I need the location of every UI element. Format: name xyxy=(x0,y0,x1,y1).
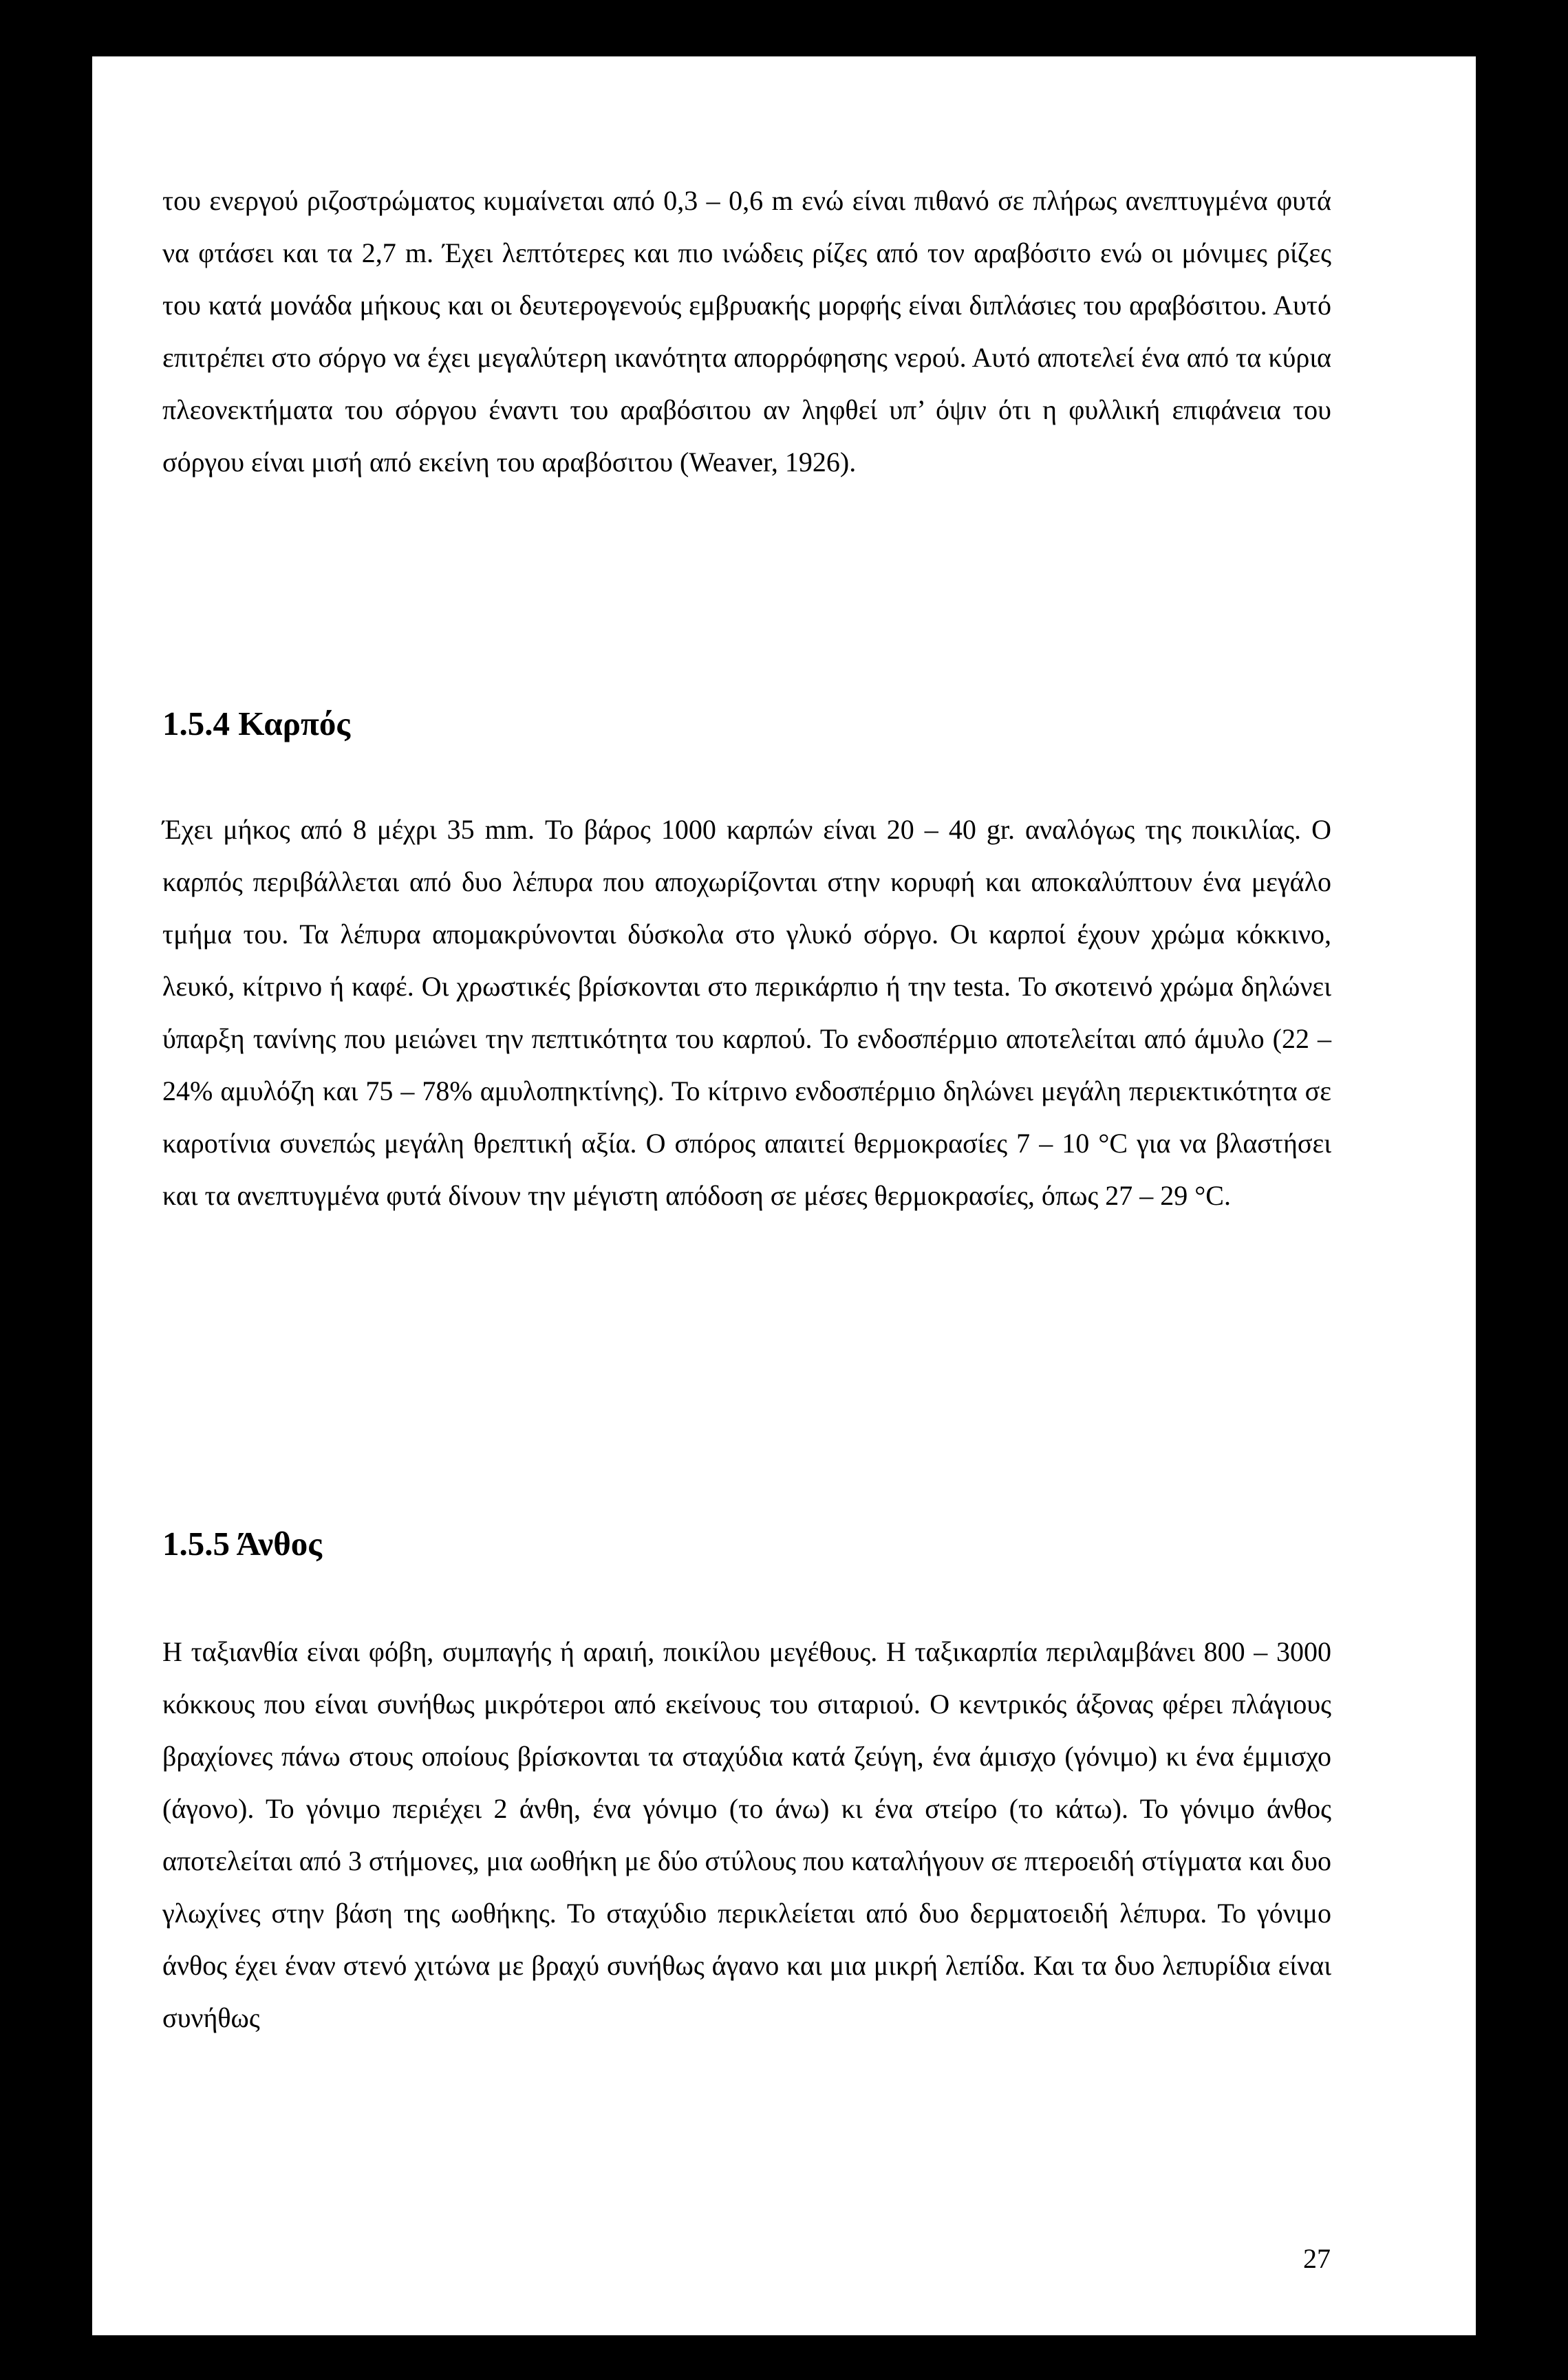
paragraph-fruit: Έχει μήκος από 8 μέχρι 35 mm. Το βάρος 1000 καρπών είναι 20 – 40 gr. αναλόγως της ποικιλίας. Ο καρπός περιβάλλεται από δυο λέπυρα που αποχωρίζονται στην κορυφή και αποκαλύπτουν ένα μεγάλο τμήμα του. Τα λέπυρα απομακρύνονται δύσκολα στο γλυκό σόργο. Οι καρποί έχουν χρώμα κόκκινο, λευκό, κίτρινο ή καφέ. Οι χρωστικές βρίσκονται στο περικάρπιο ή την testa. Το σκοτεινό χρώμα δηλώνει ύπαρξη τανίνης που μειώνει την πεπτικότητα του καρπού. Το ενδοσπέρμιο αποτελείται από άμυλο (22 – 24% αμυλόζη και 75 – 78% αμυλοπηκτίνης). Το κίτρινο ενδοσπέρμιο δηλώνει μεγάλη περιεκτικότητα σε καροτίνια συνεπώς μεγάλη θρεπτική αξία. Ο σπόρος απαιτεί θερμοκρασίες 7 – 10 °C για να βλαστήσει και τα ανεπτυγμένα φυτά δίνουν την μέγιστη απόδοση σε μέσες θερμοκρασίες, όπως 27 – 29 °C. xyxy=(162,814,1331,1211)
paragraph-flower: Η ταξιανθία είναι φόβη, συμπαγής ή αραιή, ποικίλου μεγέθους. Η ταξικαρπία περιλαμβάνει 800 – 3000 κόκκους που είναι συνήθως μικρότεροι από εκείνους του σιταριού. Ο κεντρικός άξονας φέρει πλάγιους βραχίονες πάνω στους οποίους βρίσκονται τα σταχύδια κατά ζεύγη, ένα άμισχο (γόνιμο) κι ένα έμμισχο (άγονο). Το γόνιμο περιέχει 2 άνθη, ένα γόνιμο (το άνω) κι ένα στείρο (το κάτω). Το γόνιμο άνθος αποτελείται από 3 στήμονες, μια ωοθήκη με δύο στύλους που καταλήγουν σε πτεροειδή στίγματα και δυο γλωχίνες στην βάση της ωοθήκης. Το σταχύδιο περικλείεται από δυο δερματοειδή λέπυρα. Το γόνιμο άνθος έχει έναν στενό χιτώνα με βραχύ συνήθως άγανο και μια μικρή λεπίδα. Και τα δυο λεπυρίδια είναι συνήθως xyxy=(162,1636,1331,2033)
page-number: 27 xyxy=(1303,2243,1331,2274)
section-heading-flower: 1.5.5 Άνθος xyxy=(162,1525,322,1563)
document-page xyxy=(92,56,1476,2335)
paragraph-root-system: του ενεργού ριζοστρώματος κυμαίνεται από 0,3 – 0,6 m ενώ είναι πιθανό σε πλήρως ανεπτυγμένα φυτά να φτάσει και τα 2,7 m. Έχει λεπτότερες και πιο ινώδεις ρίζες από τον αραβόσιτο ενώ οι μόνιμες ρίζες του κατά μονάδα μήκους και οι δευτερογενούς εμβρυακής μορφής είναι διπλάσιες του αραβόσιτου. Αυτό επιτρέπει στο σόργο να έχει μεγαλύτερη ικανότητα απορρόφησης νερού. Αυτό αποτελεί ένα από τα κύρια πλεονεκτήματα του σόργου έναντι του αραβόσιτου αν ληφθεί υπ’ όψιν ότι η φυλλική επιφάνεια του σόργου είναι μισή από εκείνη του αραβόσιτου (Weaver, 1926). xyxy=(162,185,1331,478)
section-heading-fruit: 1.5.4 Καρπός xyxy=(162,705,351,742)
